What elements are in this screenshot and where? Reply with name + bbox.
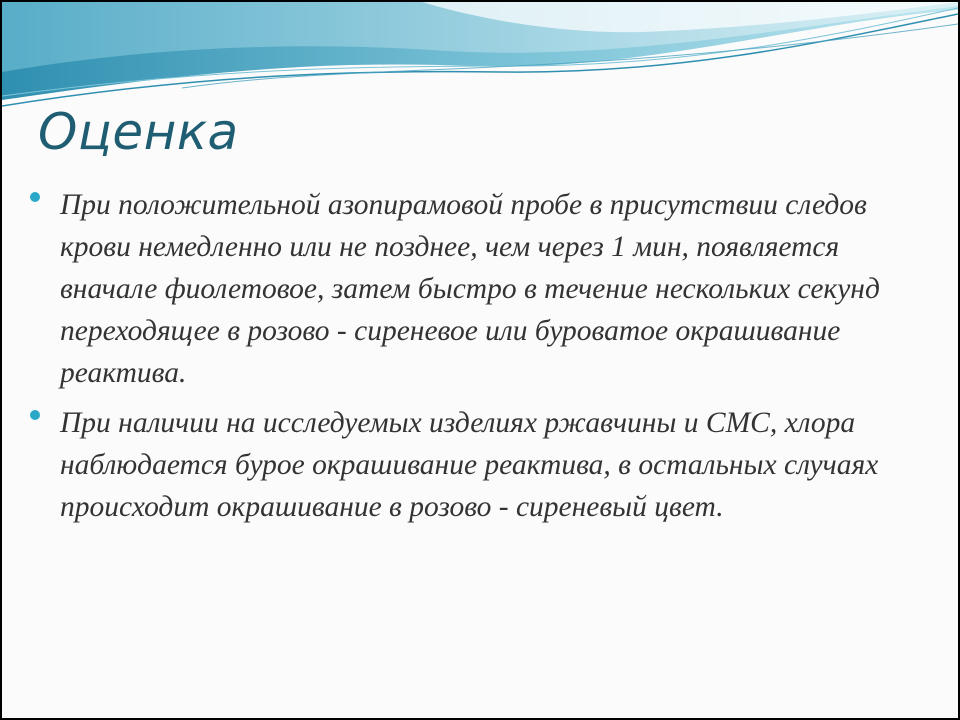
bullet-dot-icon [30, 410, 40, 420]
slide-title: Оценка [38, 103, 239, 161]
bullet-dot-icon [30, 192, 40, 202]
bullet-list [26, 184, 926, 536]
bullet-text: При положительной азопирамовой пробе в присутствии следов крови немедленно или не позднее, чем через 1 мин, появляется вначале фиолетовое, затем быстро в течение нескольких секунд переходящее в розово - сиреневое или буроватое окрашивание реактива. [60, 189, 880, 389]
bullet-text: При наличии на исследуемых изделиях ржавчины и СМС, хлора наблюдается бурое окрашивание реактива, в остальных случаях происходит окрашивание в розово - сиреневый цвет. [60, 407, 879, 523]
bullet-item [26, 184, 926, 394]
bullet-item [26, 402, 926, 528]
